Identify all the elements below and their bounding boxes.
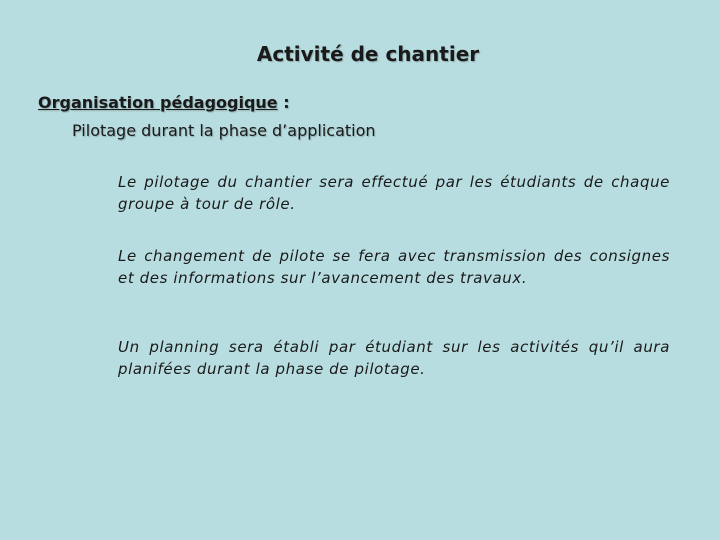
paragraph-planning: Un planning sera établi par étudiant sur les activités qu’il aura planifées durant la phase de pilotage. [118,338,670,378]
paragraph-changement: Le changement de pilote se fera avec transmission des consignes et des informations sur l’avancement des travaux. [118,247,670,287]
section-heading-colon: : [277,93,290,112]
section-heading [38,93,290,112]
subheading: Pilotage durant la phase d’application [72,121,376,140]
section-heading-text: Organisation pédagogique [38,93,278,112]
paragraph-pilotage: Le pilotage du chantier sera effectué par les étudiants de chaque groupe à tour de rôle. [118,173,670,213]
slide-title: Activité de chantier [256,42,480,66]
